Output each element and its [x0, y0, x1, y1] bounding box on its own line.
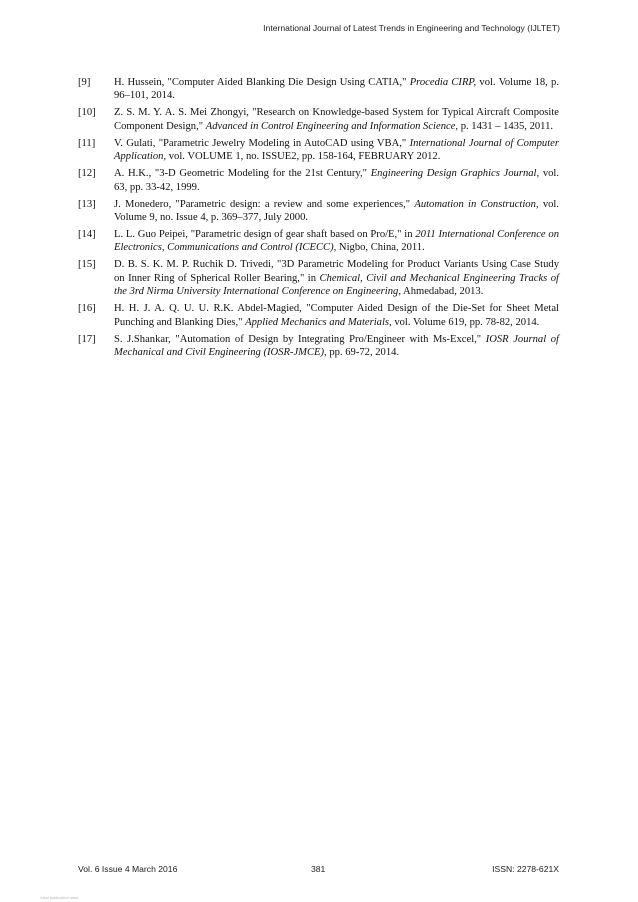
reference-number: [10] — [78, 107, 96, 119]
reference-venue: 2011 International Conference on Electronics, Communications and Control (ICECC) — [114, 229, 559, 254]
reference-venue: Chemical, Civil and Mechanical Engineering Tracks of the 3rd Nirma University International Conference on Engineering — [114, 272, 559, 298]
reference-text: S. J.Shankar, "Automation of Design by Integrating Pro/Engineer with Ms-Excel," IOSR Journal of Mechanical and Civil Engineering (IOSR-JMCE), pp. 69-72, 2014. — [114, 333, 559, 359]
reference-item — [78, 167, 559, 194]
reference-number: [14] — [78, 229, 96, 241]
reference-item — [78, 228, 559, 255]
reference-venue: Engineering Design Graphics Journal, — [370, 168, 540, 180]
reference-number: [16] — [78, 303, 96, 315]
reference-item — [78, 258, 559, 298]
reference-item — [78, 302, 559, 329]
reference-venue: Automation in Construction, — [414, 198, 539, 210]
reference-number: [9] — [78, 77, 91, 88]
reference-venue: Procedia CIRP, — [409, 77, 477, 88]
reference-list — [78, 76, 559, 363]
reference-number: [12] — [78, 168, 96, 180]
reference-text: A. H.K., "3-D Geometric Modeling for the 21st Century," Engineering Design Graphics Journal, vol. 63, pp. 33-42, 1999. — [114, 168, 559, 193]
reference-text: D. B. S. K. M. P. Ruchik D. Trivedi, "3D Parametric Modeling for Product Variants Using Case Study on Inner Ring of Spherical Roller Bearing," in Chemical, Civil and Mechanical Engineering Tracks of the 3rd Nirma University International Conference on Engineering, Ahmedabad, 2013. — [114, 259, 559, 298]
reference-number: [17] — [78, 333, 96, 345]
reference-venue: IOSR Journal of Mechanical and Civil Engineering (IOSR-JMCE), — [114, 333, 559, 359]
reference-venue: International Journal of Computer Application, — [114, 137, 559, 163]
reference-text: V. Gulati, "Parametric Jewelry Modeling in AutoCAD using VBA," International Journal of Computer Application, vol. VOLUME 1, no. ISSUE2, pp. 158-164, FEBRUARY 2012. — [114, 137, 559, 163]
reference-text: H. H. J. A. Q. U. U. R.K. Abdel-Magied, "Computer Aided Design of the Die-Set for Sheet Metal Punching and Blanking Dies," Applied Mechanics and Materials, vol. Volume 619, pp. 78-82, 2014. — [114, 303, 559, 328]
running-header: International Journal of Latest Trends in Engineering and Technology (IJLTET) — [263, 23, 560, 33]
reference-item — [78, 76, 559, 103]
reference-item — [78, 106, 559, 133]
publication-stats-link[interactable]: View publication stats — [40, 895, 79, 900]
footer-issn: ISSN: 2278-621X — [492, 864, 559, 874]
reference-number: [13] — [78, 198, 96, 210]
reference-text: L. L. Guo Peipei, "Parametric design of gear shaft based on Pro/E," in 2011 International Conference on Electronics, Communications and Control (ICECC), Nigbo, China, 2011. — [114, 229, 559, 254]
reference-venue: Applied Mechanics and Materials, — [245, 316, 392, 328]
reference-item — [78, 137, 559, 164]
reference-venue: Advanced in Control Engineering and Information Science, — [205, 120, 459, 132]
reference-item — [78, 333, 559, 360]
reference-text: Z. S. M. Y. A. S. Mei Zhongyi, "Research on Knowledge-based System for Typical Aircraft Composite Component Design," Advanced in Control Engineering and Information Science, p. 1431 – 1435, 2011. — [114, 107, 559, 132]
reference-text: H. Hussein, "Computer Aided Blanking Die Design Using CATIA," Procedia CIRP, vol. Volume 18, p. 96–101, 2014. — [114, 77, 559, 102]
reference-item — [78, 198, 559, 225]
footer-volume-issue: Vol. 6 Issue 4 March 2016 — [78, 864, 178, 874]
reference-number: [15] — [78, 259, 96, 271]
reference-text: J. Monedero, "Parametric design: a review and some experiences," Automation in Construction, vol. Volume 9, no. Issue 4, p. 369–377, July 2000. — [114, 198, 560, 224]
footer-page-number: 381 — [311, 864, 326, 874]
reference-number: [11] — [78, 137, 96, 149]
